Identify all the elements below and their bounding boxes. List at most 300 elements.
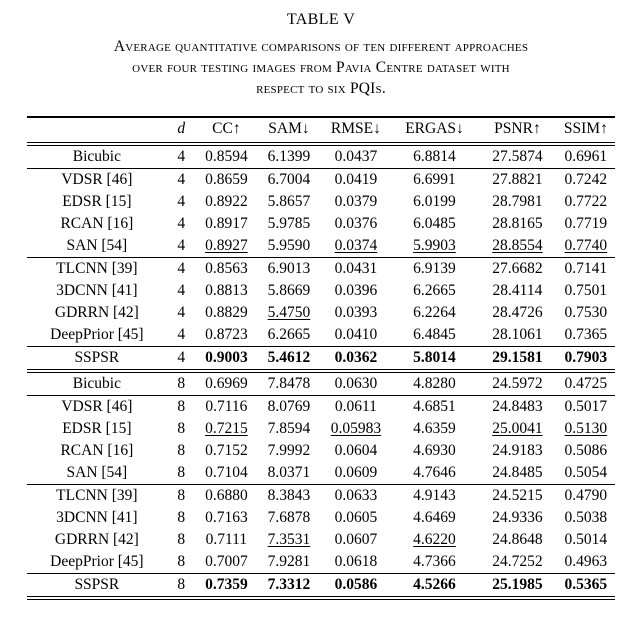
value-cell — [196, 191, 257, 213]
value-cell — [257, 529, 321, 551]
value-text: 4.5266 — [413, 576, 456, 593]
value-cell — [321, 440, 391, 462]
value-text: 0.7215 — [205, 420, 248, 437]
value-cell — [391, 280, 478, 302]
value-text: 0.8723 — [205, 326, 248, 343]
header-row — [27, 117, 615, 144]
method-cell: GDRRN [42] — [54, 531, 139, 548]
value-text: 0.7242 — [564, 171, 608, 188]
value-cell — [321, 280, 391, 302]
value-text: 24.8483 — [492, 398, 543, 415]
header-psnr: PSNR↑ — [478, 117, 557, 144]
value-cell — [557, 396, 615, 419]
value-text: 0.7501 — [564, 282, 608, 299]
scale-factor-cell: 8 — [177, 553, 186, 570]
value-text: 5.9903 — [413, 237, 456, 254]
value-cell — [321, 396, 391, 419]
value-text: 5.4750 — [267, 304, 311, 321]
table-row — [27, 440, 615, 462]
value-text: 0.8659 — [205, 171, 248, 188]
value-cell — [257, 302, 321, 324]
value-cell — [321, 302, 391, 324]
scale-factor-cell: 4 — [177, 282, 186, 299]
value-cell — [557, 302, 615, 324]
value-cell — [557, 191, 615, 213]
table-row — [27, 551, 615, 574]
value-text: 0.5365 — [564, 576, 608, 593]
value-text: 5.8657 — [267, 193, 311, 210]
value-text: 0.0393 — [334, 304, 378, 321]
value-text: 0.4790 — [564, 487, 608, 504]
value-text: 7.3531 — [267, 531, 311, 548]
header-rmse: RMSE↓ — [321, 117, 391, 144]
table-caption — [21, 36, 621, 99]
value-cell — [257, 169, 321, 192]
value-text: 27.6682 — [492, 260, 543, 277]
value-text: 24.8485 — [492, 464, 543, 481]
value-cell — [557, 507, 615, 529]
method-cell: TLCNN [39] — [27, 258, 167, 281]
scale-factor-cell: 8 — [167, 396, 196, 419]
value-text: 24.8648 — [492, 531, 543, 548]
header-cc: CC↑ — [196, 117, 257, 144]
table-row — [27, 462, 615, 485]
table-row — [27, 396, 615, 419]
value-cell — [478, 371, 557, 396]
value-text: 0.0630 — [334, 375, 378, 392]
value-text: 0.4725 — [564, 375, 608, 392]
value-cell — [321, 574, 391, 599]
value-cell — [557, 485, 615, 508]
table-row — [27, 258, 615, 281]
value-cell — [557, 144, 615, 169]
value-text: 0.5054 — [564, 464, 608, 481]
table-header — [27, 117, 615, 144]
value-cell — [257, 213, 321, 235]
table-row — [27, 418, 615, 440]
value-cell — [391, 324, 478, 347]
value-cell — [257, 235, 321, 258]
value-cell — [196, 213, 257, 235]
value-cell — [391, 574, 478, 599]
method-cell: SAN [54] — [66, 237, 128, 254]
method-cell: GDRRN [42] — [54, 304, 139, 321]
value-text: 28.8165 — [492, 215, 543, 232]
value-cell — [196, 440, 257, 462]
method-cell: EDSR [15] — [62, 193, 132, 210]
value-cell — [478, 169, 557, 192]
value-text: 6.2665 — [413, 282, 456, 299]
value-text: 0.5130 — [564, 420, 608, 437]
value-text: 0.7111 — [205, 531, 248, 548]
value-text: 6.4845 — [413, 326, 456, 343]
table-row — [27, 529, 615, 551]
value-cell — [321, 347, 391, 372]
value-cell — [391, 418, 478, 440]
value-cell — [391, 551, 478, 574]
value-cell — [557, 258, 615, 281]
value-cell — [321, 485, 391, 508]
value-cell — [257, 258, 321, 281]
value-text: 0.7722 — [564, 193, 608, 210]
value-text: 8.0371 — [267, 464, 311, 481]
value-cell — [391, 462, 478, 485]
method-cell: TLCNN [39] — [27, 485, 167, 508]
value-cell — [478, 258, 557, 281]
value-text: 0.7141 — [564, 260, 608, 277]
value-cell — [391, 191, 478, 213]
method-cell: DeepPrior [45] — [50, 553, 144, 570]
value-text: 0.7719 — [564, 215, 608, 232]
value-text: 0.7530 — [564, 304, 608, 321]
value-cell — [196, 144, 257, 169]
value-cell — [196, 302, 257, 324]
caption-line-1: Average quantitative comparisons of ten different approaches — [113, 38, 529, 55]
value-cell — [557, 213, 615, 235]
value-cell — [196, 396, 257, 419]
value-text: 4.9143 — [413, 487, 456, 504]
scale-factor-cell: 8 — [177, 442, 186, 459]
value-text: 0.6969 — [205, 375, 248, 392]
value-cell — [257, 485, 321, 508]
value-text: 28.4726 — [492, 304, 543, 321]
value-text: 0.0379 — [334, 193, 378, 210]
value-text: 6.0199 — [413, 193, 456, 210]
value-text: 6.9139 — [413, 260, 456, 277]
scale-factor-cell: 4 — [177, 215, 186, 232]
value-text: 27.5874 — [492, 148, 543, 165]
caption-line-3: respect to six PQIs. — [256, 80, 386, 97]
value-text: 0.4963 — [564, 553, 608, 570]
value-cell — [478, 418, 557, 440]
value-cell — [321, 144, 391, 169]
table-row — [27, 235, 615, 258]
value-cell — [391, 507, 478, 529]
value-cell — [257, 324, 321, 347]
value-text: 6.8814 — [413, 148, 456, 165]
value-text: 5.9590 — [267, 237, 311, 254]
scale-factor-cell: 8 — [177, 509, 186, 526]
value-text: 0.8594 — [205, 148, 248, 165]
value-text: 25.1985 — [492, 576, 543, 593]
value-cell — [196, 462, 257, 485]
scale-factor-cell: 4 — [167, 258, 196, 281]
value-text: 0.7104 — [205, 464, 248, 481]
scale-factor-cell: 4 — [177, 326, 186, 343]
value-cell — [557, 169, 615, 192]
value-text: 0.8829 — [205, 304, 248, 321]
value-text: 25.0041 — [492, 420, 543, 437]
value-text: 7.8478 — [267, 375, 311, 392]
value-text: 0.7903 — [564, 349, 608, 366]
table-row — [27, 371, 615, 396]
value-cell — [196, 574, 257, 599]
value-cell — [196, 324, 257, 347]
table-row — [27, 144, 615, 169]
value-text: 0.0376 — [334, 215, 378, 232]
value-cell — [557, 462, 615, 485]
value-text: 6.9013 — [267, 260, 311, 277]
scale-factor-cell: 4 — [167, 347, 196, 372]
value-cell — [478, 213, 557, 235]
header-method — [27, 117, 167, 144]
value-text: 5.9785 — [267, 215, 311, 232]
value-cell — [391, 440, 478, 462]
method-cell: SSPSR — [27, 347, 167, 372]
value-text: 6.6991 — [413, 171, 456, 188]
value-cell — [321, 418, 391, 440]
value-cell — [557, 574, 615, 599]
value-cell — [478, 440, 557, 462]
value-cell — [196, 347, 257, 372]
value-cell — [257, 507, 321, 529]
scale-factor-cell: 4 — [177, 237, 186, 254]
value-text: 5.4612 — [267, 349, 311, 366]
header-d: d — [167, 117, 196, 144]
value-text: 5.8014 — [413, 349, 456, 366]
value-text: 0.0611 — [334, 398, 377, 415]
value-text: 0.9003 — [205, 349, 248, 366]
value-cell — [257, 440, 321, 462]
value-cell — [557, 324, 615, 347]
scale-factor-cell: 4 — [177, 304, 186, 321]
value-cell — [391, 144, 478, 169]
value-cell — [257, 191, 321, 213]
value-text: 29.1581 — [492, 349, 543, 366]
value-cell — [321, 507, 391, 529]
table-row — [27, 280, 615, 302]
method-cell: RCAN [16] — [60, 442, 134, 459]
value-text: 0.0604 — [334, 442, 378, 459]
scale-factor-cell: 8 — [177, 420, 186, 437]
value-text: 0.0618 — [334, 553, 378, 570]
value-text: 4.7646 — [413, 464, 456, 481]
value-text: 6.7004 — [267, 171, 311, 188]
value-text: 8.0769 — [267, 398, 311, 415]
value-text: 4.7366 — [413, 553, 456, 570]
value-cell — [478, 396, 557, 419]
value-cell — [196, 485, 257, 508]
value-cell — [321, 551, 391, 574]
value-cell — [321, 371, 391, 396]
value-cell — [478, 191, 557, 213]
table-row — [27, 213, 615, 235]
table-row — [27, 191, 615, 213]
value-cell — [557, 529, 615, 551]
value-text: 27.8821 — [492, 171, 543, 188]
value-text: 28.7981 — [492, 193, 543, 210]
value-cell — [478, 280, 557, 302]
value-text: 0.0633 — [334, 487, 378, 504]
value-cell — [478, 324, 557, 347]
value-cell — [557, 347, 615, 372]
value-cell — [391, 213, 478, 235]
value-text: 0.8922 — [205, 193, 248, 210]
value-cell — [196, 169, 257, 192]
table-row — [27, 507, 615, 529]
value-text: 8.3843 — [267, 487, 311, 504]
caption-line-2: over four testing images from Pavia Centre dataset with — [132, 59, 510, 76]
value-text: 28.8554 — [492, 237, 543, 254]
value-cell — [391, 485, 478, 508]
value-text: 0.0396 — [334, 282, 378, 299]
value-text: 4.6359 — [413, 420, 456, 437]
scale-factor-cell: 8 — [177, 531, 186, 548]
value-cell — [321, 191, 391, 213]
value-cell — [478, 529, 557, 551]
value-cell — [557, 371, 615, 396]
value-cell — [557, 551, 615, 574]
value-text: 4.6851 — [413, 398, 456, 415]
value-cell — [321, 258, 391, 281]
value-text: 0.5017 — [564, 398, 608, 415]
table-row — [27, 574, 615, 599]
value-text: 5.8669 — [267, 282, 311, 299]
value-text: 0.05983 — [330, 420, 382, 437]
value-cell — [557, 280, 615, 302]
value-cell — [557, 235, 615, 258]
value-text: 4.8280 — [413, 375, 456, 392]
method-cell: RCAN [16] — [60, 215, 134, 232]
value-cell — [391, 235, 478, 258]
table-row — [27, 485, 615, 508]
value-text: 0.0605 — [334, 509, 378, 526]
value-text: 4.6220 — [413, 531, 456, 548]
method-cell: Bicubic — [27, 371, 167, 396]
value-text: 0.6961 — [564, 148, 608, 165]
table-row — [27, 347, 615, 372]
value-cell — [196, 258, 257, 281]
value-text: 4.6469 — [413, 509, 456, 526]
method-cell: SSPSR — [27, 574, 167, 599]
value-text: 7.3312 — [267, 576, 311, 593]
value-text: 0.7007 — [205, 553, 248, 570]
value-text: 0.0609 — [334, 464, 378, 481]
value-cell — [391, 258, 478, 281]
scale-factor-cell: 8 — [177, 464, 186, 481]
method-cell: Bicubic — [72, 148, 121, 165]
value-cell — [196, 371, 257, 396]
value-text: 0.0607 — [334, 531, 378, 548]
value-cell — [321, 529, 391, 551]
header-ergas: ERGAS↓ — [391, 117, 478, 144]
value-text: 0.0586 — [334, 576, 378, 593]
value-text: 0.8813 — [205, 282, 248, 299]
value-text: 4.6930 — [413, 442, 456, 459]
value-text: 0.7359 — [205, 576, 248, 593]
value-cell — [391, 396, 478, 419]
value-text: 0.0410 — [334, 326, 378, 343]
value-text: 0.0362 — [334, 349, 378, 366]
value-text: 24.5972 — [492, 375, 543, 392]
value-text: 0.7116 — [205, 398, 248, 415]
value-text: 0.0437 — [334, 148, 378, 165]
table-row — [27, 324, 615, 347]
value-text: 0.5038 — [564, 509, 608, 526]
scale-factor-cell: 8 — [167, 371, 196, 396]
table-title: TABLE V — [286, 11, 356, 28]
value-cell — [478, 507, 557, 529]
value-cell — [478, 302, 557, 324]
table-row — [27, 169, 615, 192]
value-text: 6.1399 — [267, 148, 311, 165]
value-cell — [196, 418, 257, 440]
value-cell — [478, 144, 557, 169]
method-cell: 3DCNN [41] — [56, 282, 138, 299]
value-cell — [257, 371, 321, 396]
value-cell — [196, 529, 257, 551]
scale-factor-cell: 4 — [177, 148, 186, 165]
value-text: 0.0374 — [334, 237, 378, 254]
scale-factor-cell: 8 — [167, 574, 196, 599]
value-text: 7.6878 — [267, 509, 311, 526]
value-text: 0.7152 — [205, 442, 248, 459]
value-text: 0.7365 — [564, 326, 608, 343]
value-cell — [557, 440, 615, 462]
value-text: 28.1061 — [492, 326, 543, 343]
value-cell — [478, 347, 557, 372]
value-text: 28.4114 — [492, 282, 543, 299]
value-cell — [478, 574, 557, 599]
method-cell: EDSR [15] — [62, 420, 132, 437]
value-cell — [196, 280, 257, 302]
value-text: 24.5215 — [492, 487, 543, 504]
value-cell — [196, 235, 257, 258]
value-text: 24.9183 — [492, 442, 543, 459]
method-cell: SAN [54] — [66, 464, 128, 481]
value-cell — [391, 529, 478, 551]
value-text: 24.7252 — [492, 553, 543, 570]
value-cell — [196, 507, 257, 529]
value-text: 7.9281 — [267, 553, 311, 570]
value-text: 0.8927 — [205, 237, 248, 254]
header-ssim: SSIM↑ — [557, 117, 615, 144]
value-cell — [557, 418, 615, 440]
value-cell — [257, 551, 321, 574]
value-cell — [257, 144, 321, 169]
value-cell — [257, 396, 321, 419]
method-cell: DeepPrior [45] — [50, 326, 144, 343]
value-cell — [257, 418, 321, 440]
value-text: 24.9336 — [492, 509, 543, 526]
value-cell — [257, 347, 321, 372]
value-text: 0.8917 — [205, 215, 248, 232]
value-cell — [478, 551, 557, 574]
value-cell — [257, 574, 321, 599]
value-text: 7.9992 — [267, 442, 311, 459]
value-text: 0.6880 — [205, 487, 248, 504]
value-cell — [257, 280, 321, 302]
value-cell — [391, 347, 478, 372]
table-body — [27, 144, 615, 598]
value-cell — [321, 462, 391, 485]
value-cell — [478, 462, 557, 485]
method-cell: VDSR [46] — [27, 396, 167, 419]
value-cell — [321, 235, 391, 258]
value-cell — [391, 371, 478, 396]
value-text: 6.2264 — [413, 304, 456, 321]
value-cell — [321, 169, 391, 192]
value-cell — [391, 302, 478, 324]
value-text: 0.7740 — [564, 237, 608, 254]
value-text: 0.0419 — [334, 171, 378, 188]
value-cell — [196, 551, 257, 574]
method-cell: 3DCNN [41] — [56, 509, 138, 526]
value-cell — [478, 485, 557, 508]
value-text: 0.0431 — [334, 260, 378, 277]
value-text: 0.7163 — [205, 509, 248, 526]
results-table — [27, 116, 615, 600]
